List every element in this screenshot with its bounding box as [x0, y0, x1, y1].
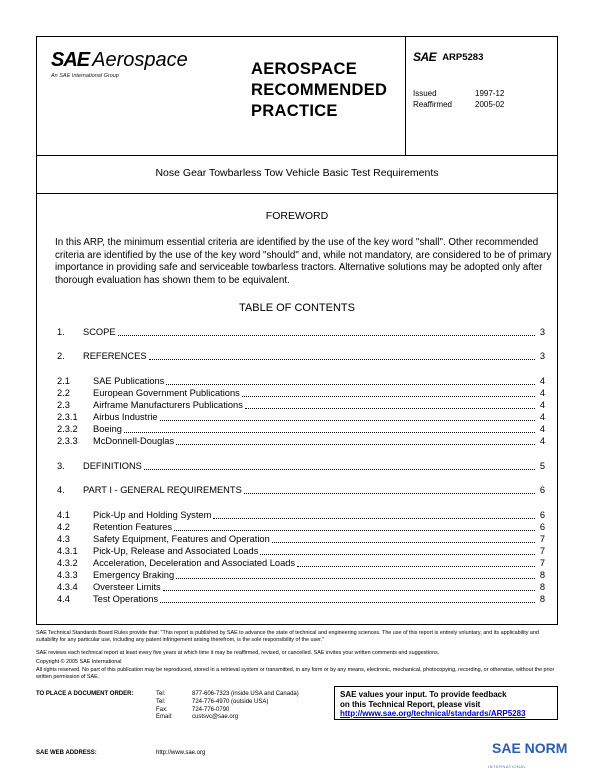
toc-entry[interactable]	[57, 546, 545, 558]
toc-entry-page: 8	[539, 582, 545, 592]
toc-entry[interactable]	[57, 485, 545, 497]
tel-label: Tel:	[156, 691, 166, 697]
toc-entry-number: 2.3	[57, 400, 70, 410]
title-line-1: AEROSPACE	[251, 60, 357, 78]
toc-entry[interactable]	[57, 558, 545, 570]
document-id-block	[413, 50, 553, 110]
foreword-text: In this ARP, the minimum essential criteria are identified by the use of the key word "shall". Other recommended criteria are identified by the use of the key word "should" and, while not mandatory, are considered to be of primary importance in providing safe and serviceable towbarless tractors. Alternative solutions may be adopted only after thorough evaluation has shown them to be equivalent.	[55, 237, 552, 286]
toc-entry-page: 4	[539, 436, 545, 446]
toc-entry-number: 4.1	[57, 510, 70, 520]
tel2-value: 724-776-4970 (outside USA)	[192, 698, 269, 705]
toc-entry-number: 2.	[57, 351, 65, 361]
toc-entry-title: Safety Equipment, Features and Operation	[93, 534, 270, 544]
feedback-link[interactable]: http://www.sae.org/technical/standards/ARP5283	[340, 709, 526, 718]
toc-entry[interactable]	[57, 412, 545, 424]
toc-dot-leader	[149, 359, 535, 360]
toc-entry[interactable]	[57, 400, 545, 412]
web-address-row	[36, 750, 205, 756]
tel-value: 877-606-7323 (inside USA and Canada)	[192, 691, 299, 697]
toc-entry[interactable]	[57, 436, 545, 448]
toc-entry-number: 2.2	[57, 388, 70, 398]
legal-notice-2: SAE reviews each technical report at least every five years at which time it may be reaffirmed, revised, or cancelled. SAE invites your written comments and suggestions.	[36, 650, 440, 656]
toc-dot-leader	[166, 384, 535, 385]
toc-entry-title: SAE Publications	[93, 376, 165, 386]
toc-dot-leader	[242, 396, 535, 397]
toc-entry-number: 2.3.2	[57, 424, 78, 434]
toc-entry-number: 2.1	[57, 376, 70, 386]
copyright-notice: Copyright © 2005 SAE International	[36, 659, 122, 665]
toc-entry-title: McDonnell-Douglas	[93, 436, 175, 446]
logo-subtitle: An SAE International Group	[51, 73, 119, 79]
logo-sae-text: SAE	[51, 49, 90, 71]
toc-dot-leader	[160, 602, 535, 603]
document-type-title	[251, 59, 387, 122]
toc-entry-title: Oversteer Limits	[93, 582, 161, 592]
email-value[interactable]: custsvc@sae.org	[192, 714, 239, 721]
toc-dot-leader	[244, 493, 535, 494]
toc-entry-title: Acceleration, Deceleration and Associated Loads	[93, 558, 296, 568]
toc-entry-page: 8	[539, 594, 545, 604]
toc-entry-page: 3	[539, 351, 545, 361]
toc-entry-title: Pick-Up and Holding System	[93, 510, 212, 520]
toc-dot-leader	[176, 578, 535, 579]
sae-small-logo: SAE	[413, 50, 437, 64]
toc-entry[interactable]	[57, 351, 545, 363]
fax-label: Fax:	[156, 706, 168, 713]
toc-entry-number: 4.3.2	[57, 558, 78, 568]
toc-entry-title: DEFINITIONS	[83, 461, 142, 471]
toc-dot-leader	[260, 554, 535, 555]
toc-entry-title: Retention Features	[93, 522, 173, 532]
header-divider	[405, 37, 406, 155]
toc-entry-title: PART I - GENERAL REQUIREMENTS	[83, 485, 242, 495]
toc-entry[interactable]	[57, 376, 545, 388]
toc-entry-number: 3.	[57, 461, 65, 471]
toc-heading: TABLE OF CONTENTS	[239, 302, 355, 314]
toc-entry-title: European Government Publications	[93, 388, 240, 398]
issued-value: 1997-12	[475, 89, 505, 98]
email-label: Email:	[156, 714, 173, 721]
toc-entry[interactable]	[57, 388, 545, 400]
toc-dot-leader	[118, 335, 535, 336]
reaffirmed-value: 2005-02	[475, 100, 505, 109]
document-title: Nose Gear Towbarless Tow Vehicle Basic Test Requirements	[155, 167, 439, 179]
toc-entry-number: 2.3.1	[57, 412, 78, 422]
toc-entry-number: 4.4	[57, 594, 70, 604]
sae-norm-subtext: INTERNATIONAL	[488, 764, 527, 769]
toc-entry[interactable]	[57, 594, 545, 606]
toc-entry-number: 4.3.4	[57, 582, 78, 592]
tel2-label: Tel:	[156, 698, 166, 705]
toc-entry-number: 4.	[57, 485, 65, 495]
toc-entry[interactable]	[57, 570, 545, 582]
toc-dot-leader	[272, 542, 535, 543]
toc-entry-page: 7	[539, 534, 545, 544]
toc-dot-leader	[176, 444, 535, 445]
toc-entry-number: 4.3.1	[57, 546, 78, 556]
toc-entry[interactable]	[57, 582, 545, 594]
feedback-line-2: on this Technical Report, please visit	[340, 699, 481, 709]
toc-dot-leader	[160, 420, 535, 421]
title-line-2: RECOMMENDED	[251, 81, 388, 99]
toc-entry[interactable]	[57, 522, 545, 534]
document-frame	[36, 36, 558, 625]
toc-entry-number: 2.3.3	[57, 436, 78, 446]
toc-dot-leader	[124, 432, 535, 433]
title-separator	[37, 193, 557, 194]
toc-entry[interactable]	[57, 424, 545, 436]
toc-entry-title: REFERENCES	[83, 351, 147, 361]
fax-value: 724-776-0790	[192, 706, 230, 713]
toc-entry-number: 4.3	[57, 534, 70, 544]
logo-aerospace-text: Aerospace	[92, 49, 188, 71]
toc-entry[interactable]	[57, 510, 545, 522]
title-line-3: PRACTICE	[251, 102, 338, 120]
toc-dot-leader	[297, 566, 535, 567]
toc-entry-page: 4	[539, 424, 545, 434]
toc-entry-page: 8	[539, 570, 545, 580]
reaffirmed-label: Reaffirmed	[413, 100, 452, 109]
toc-entry-title: SCOPE	[83, 327, 116, 337]
toc-entry[interactable]	[57, 461, 545, 473]
toc-entry-number: 4.3.3	[57, 570, 78, 580]
toc-entry-page: 6	[539, 522, 545, 532]
sae-norm-logo	[488, 740, 567, 756]
toc-entry[interactable]	[57, 327, 545, 339]
legal-notice-1: SAE Technical Standards Board Rules provide that: "This report is published by SAE to advance the state of technical and engineering sciences. The use of this report is entirely voluntary, and its applicability and suitability for any particular use, including any patent infringement arising therefrom, is the sole responsibility of the user."	[36, 630, 539, 643]
toc-entry-page: 6	[539, 510, 545, 520]
toc-entry-title: Airframe Manufacturers Publications	[93, 400, 243, 410]
toc-entry-number: 1.	[57, 327, 65, 337]
toc-entry-page: 7	[539, 558, 545, 568]
sae-aerospace-logo	[51, 49, 231, 79]
toc-entry-page: 6	[539, 485, 545, 495]
toc-entry-page: 5	[539, 461, 545, 471]
toc-entry-page: 4	[539, 388, 545, 398]
toc-entry-title: Test Operations	[93, 594, 159, 604]
issued-label: Issued	[413, 89, 437, 98]
toc-entry-page: 4	[539, 376, 545, 386]
web-value[interactable]: http://www.sae.org	[156, 750, 206, 756]
sae-norm-text: SAE NORM	[492, 740, 568, 756]
toc-dot-leader	[144, 469, 535, 470]
toc-dot-leader	[163, 590, 535, 591]
toc-entry-number: 4.2	[57, 522, 70, 532]
toc-entry-title: Pick-Up, Release and Associated Loads	[93, 546, 259, 556]
toc-entry-title: Airbus Industrie	[93, 412, 158, 422]
toc-entry-page: 4	[539, 412, 545, 422]
web-label: SAE WEB ADDRESS:	[36, 750, 97, 756]
toc-entry-page: 3	[539, 327, 545, 337]
arp-number: ARP5283	[442, 51, 484, 63]
legal-notice-3: All rights reserved. No part of this publication may be reproduced, stored in a retrieval system or transmitted, in any form or by any means, electronic, mechanical, photocopying, recording, or otherwise, without the prior written permission of SAE.	[36, 667, 555, 680]
toc-entry-title: Emergency Braking	[93, 570, 175, 580]
toc-entry-page: 7	[539, 546, 545, 556]
toc-entry[interactable]	[57, 534, 545, 546]
document-header	[37, 37, 557, 156]
toc-entry-title: Boeing	[93, 424, 122, 434]
toc-dot-leader	[213, 518, 535, 519]
toc-entry-page: 4	[539, 400, 545, 410]
toc-dot-leader	[245, 408, 535, 409]
order-contact-block	[36, 691, 299, 722]
toc-dot-leader	[174, 530, 535, 531]
feedback-line-1: SAE values your input. To provide feedback	[340, 690, 507, 699]
foreword-heading: FOREWORD	[265, 210, 329, 222]
feedback-box	[334, 686, 558, 720]
order-label: TO PLACE A DOCUMENT ORDER:	[36, 691, 134, 697]
